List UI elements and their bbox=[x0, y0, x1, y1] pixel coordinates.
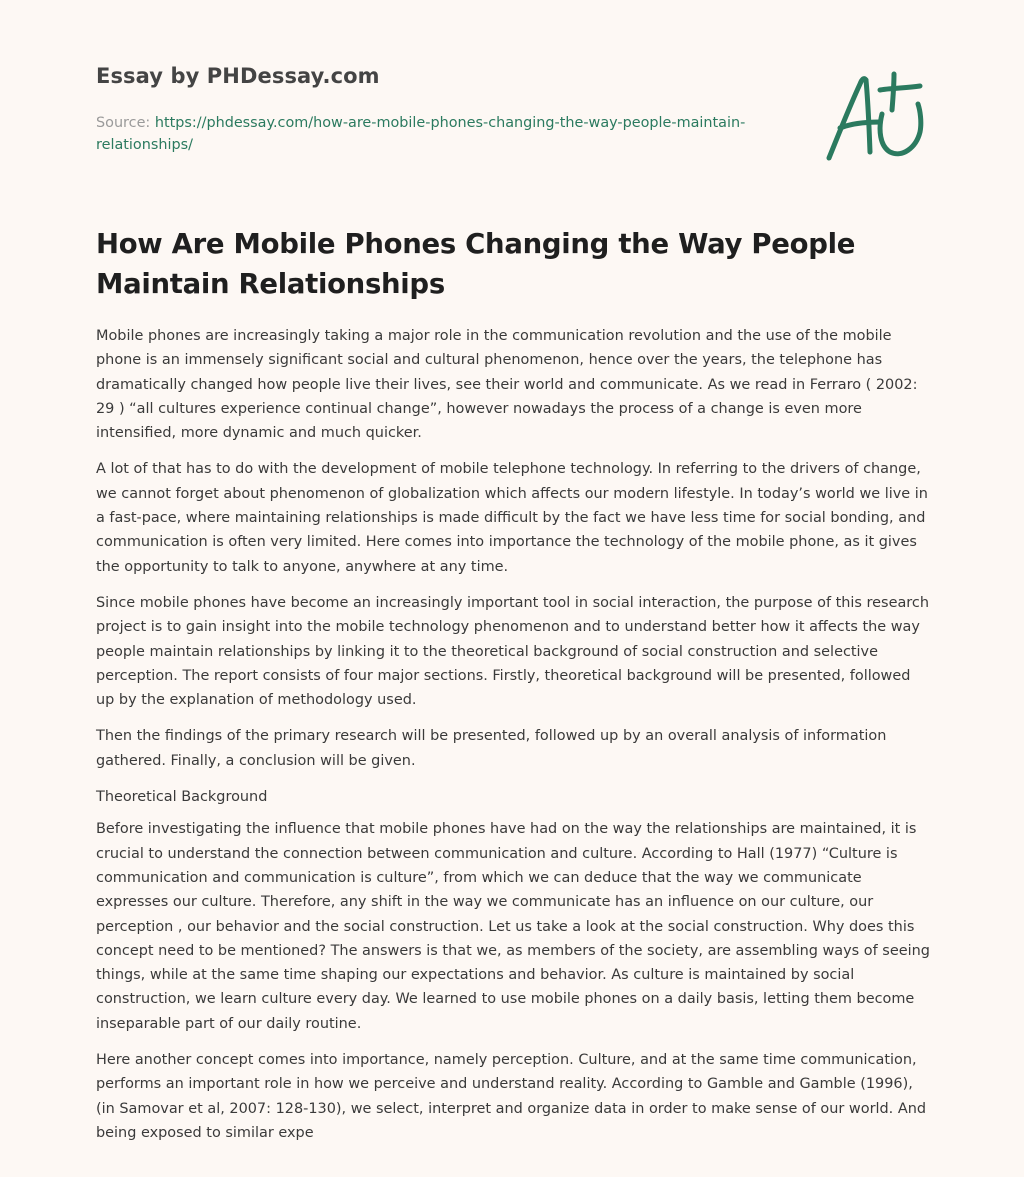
paragraph: Since mobile phones have become an increasingly important tool in social interaction, the purpose of this research project is to gain insight into the mobile technology phenomenon and to understand better how it affects the way people maintain relationships by linking it to the theoretical background of social construction and selective perception. The report consists of four major sections. Firstly, theoretical background will be presented, followed up by the explanation of methodology used. bbox=[96, 594, 930, 709]
paragraph: Mobile phones are increasingly taking a major role in the communication revolution and the use of the mobile phone is an immensely significant social and cultural phenomenon, hence over the years, the telephone has dramatically changed how people live their lives, see their world and communicate. As we read in Ferraro ( 2002: 29 ) “all cultures experience continual change”, however nowadays the process of a change is even more intensified, more dynamic and much quicker. bbox=[96, 328, 918, 442]
essay-body bbox=[96, 324, 932, 1157]
source-label: Source: bbox=[96, 115, 151, 131]
a-plus-logo bbox=[820, 66, 932, 166]
source-line bbox=[96, 112, 756, 156]
paragraph: Before investigating the influence that mobile phones have had on the way the relationships are maintained, it is crucial to understand the connection between communication and culture. According to Hall (1977) “Culture is communication and communication is culture”, from which we can deduce that the way we communicate expresses our culture. Therefore, any shift in the way we communicate has an influence on our culture, our perception , our behavior and the social construction. Let us take a look at the social construction. Why does this concept need to be mentioned? The answers is that we, as members of the society, are assembling ways of seeing things, while at the same time shaping our expectations and behavior. As culture is maintained by social construction, we learn culture every day. We learned to use mobile phones on a daily basis, letting them become inseparable part of our daily routine. bbox=[96, 821, 930, 1032]
section-heading: Theoretical Background bbox=[96, 789, 268, 806]
source-link[interactable]: https://phdessay.com/how-are-mobile-phones-changing-the-way-people-maintain-relationships/ bbox=[96, 115, 746, 153]
site-title: Essay by PHDessay.com bbox=[96, 64, 380, 88]
paragraph: Here another concept comes into importance, namely perception. Culture, and at the same time communication, performs an important role in how we perceive and understand reality. According to Gamble and Gamble (1996), (in Samovar et al, 2007: 128-130), we select, interpret and organize data in order to make sense of our world. And being exposed to similar expe bbox=[96, 1052, 927, 1141]
essay-title: How Are Mobile Phones Changing the Way People Maintain Relationships bbox=[96, 228, 856, 300]
paragraph: Then the findings of the primary research will be presented, followed up by an overall analysis of information gathered. Finally, a conclusion will be given. bbox=[96, 728, 887, 769]
paragraph: A lot of that has to do with the development of mobile telephone technology. In referring to the drivers of change, we cannot forget about phenomenon of globalization which affects our modern lifestyle. In today’s world we live in a fast-pace, where maintaining relationships is made difficult by the fact we have less time for social bonding, and communication is often very limited. Here comes into importance the technology of the mobile phone, as it gives the opportunity to talk to anyone, anywhere at any time. bbox=[96, 461, 928, 575]
